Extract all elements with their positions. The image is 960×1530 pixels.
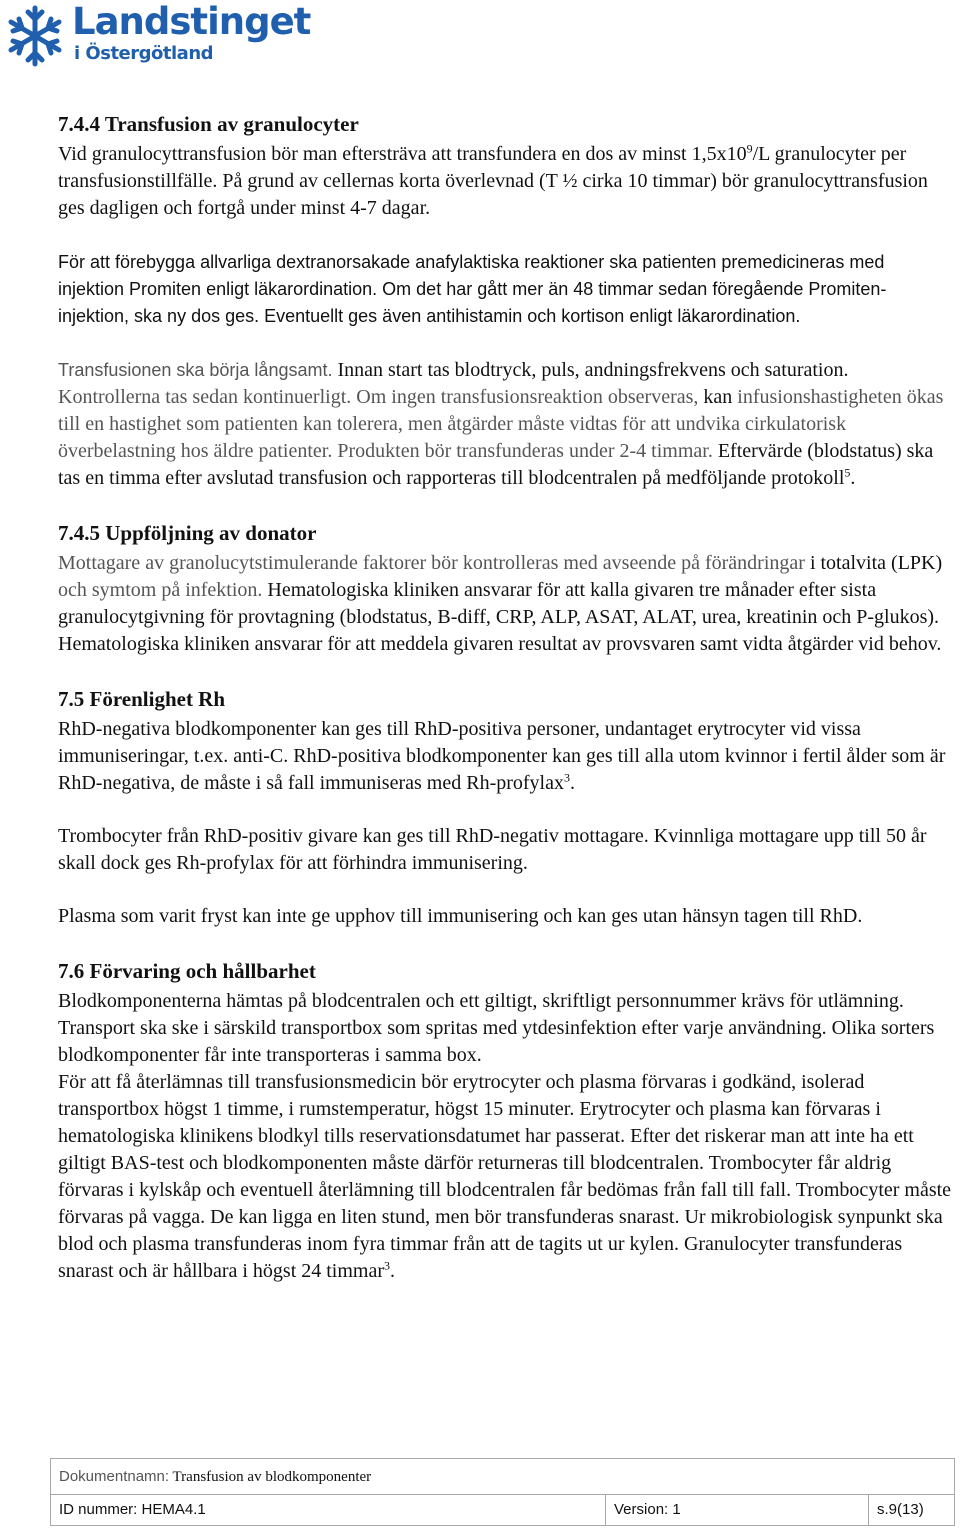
heading-7-5: 7.5 Förenlighet Rh [58,687,226,711]
paragraph-rh-compatibility: RhD-negativa blodkomponenter kan ges till RhD-positiva personer, undantaget erytrocyter vid vissa immuniseringar, t.ex. anti-C. RhD-positiva blodkomponenter kan ges till alla utom kvinnor i fertil ålder som är RhD-negativa, de måste i så fall immuniseras med Rh-profylax$^3$. [58,718,946,794]
footer-page-number: s.9(13) [877,1501,924,1518]
paragraph-donor-followup: Mottagare av granolucytstimulerande faktorer bör kontrolleras med avseende på förändringar i totalvita (LPK) och symtom på infektion. Hematologiska kliniken ansvarar för att kalla givaren tre månader efter sista granulocytgivning för provtagning (blodstatus, B-diff, CRP, ALP, ASAT, ALAT, urea, kreatinin och P-glukos). Hematologiska kliniken ansvarar för att meddela givaren resultat av provsvaren samt vidta åtgärder vid behov. [58,552,943,655]
footer-document-name: Dokumentnamn: Transfusion av blodkomponenter [50,1458,955,1494]
heading-7-4-4: 7.4.4 Transfusion av granulocyter [58,112,359,136]
landstinget-logo [2,0,311,74]
snowflake-emblem-icon [2,2,68,70]
paragraph-storage-return: För att få återlämnas till transfusionsmedicin bör erytrocyter och plasma förvaras i godkänd, isolerad transportbox högst 1 timme, i rumstemperatur, högst 15 minuter. Erytrocyter och plasma kan förvaras i hematologiska klinikens blodkyl tills reservationsdatumet har passerat. Efter det riskerar man att inte ha ett giltigt BAS-test och blodkomponenten måste därför returneras till blodcentralen. Trombocyter får aldrig förvaras i kylskåp och eventuell återlämning till blodcentralen får bedömas från fall till fall. Trombocyter måste förvaras på vagga. De kan ligga en liten stund, men bör transfunderas snarast. Ur mikrobiologisk synpunkt ska blod och plasma transfunderas inom fyra timmar från att de tagits ut ur kylen. Granulocyter transfunderas snarast och är hållbara i högst 24 timmar$^3$. [58,1071,952,1282]
logo-subtitle: i Östergötland [74,43,214,64]
document-footer [50,1458,957,1526]
footer-version: Version: 1 [606,1495,869,1525]
footer-meta-row [50,1494,955,1526]
heading-7-6: 7.6 Förvaring och hållbarhet [58,959,316,983]
footer-id-number: ID nummer: HEMA4.1 [51,1495,606,1525]
paragraph-transfusion-procedure: Transfusionen ska börja långsamt. Innan start tas blodtryck, puls, andningsfrekvens och saturation. Kontrollerna tas sedan kontinuerligt. Om ingen transfusionsreaktion observeras, kan infusionshastigheten ökas till en hastighet som patienten kan tolerera, men åtgärder måste vidtas för att undvika cirkulatorisk överbelastning hos äldre patienter. Produkten bör transfunderas under 2-4 timmar. Eftervärde (blodstatus) ska tas en timma efter avslutad transfusion och rapporteras till blodcentralen på medföljande protokoll$^5$. [58,359,944,489]
paragraph-granulocyte-dose: Vid granulocyttransfusion bör man eftersträva att transfundera en dos av minst $1,5x10^9/L$ granulocyter per transfusionstillfälle. På grund av cellernas korta överlevnad (T ½ cirka 10 timmar) bör granulocyttransfusion ges dagligen och fortgå under minst 4-7 dagar. [58,141,928,219]
paragraph-premedication: För att förebygga allvarliga dextranorsakade anafylaktiska reaktioner ska patienten premedicineras med injektion Promiten enligt läkarordination. Om det har gått mer än 48 timmar sedan föregående Promiten-injektion, ska ny dos ges. Eventuellt ges även antihistamin och kortison enligt läkarordination. [58,252,887,326]
paragraph-thrombocytes-rh: Trombocyter från RhD-positiv givare kan ges till RhD-negativ mottagare. Kvinnliga mottagare upp till 50 år skall dock ges Rh-profylax för att förhindra immunisering. [58,825,927,874]
document-body [58,110,954,1285]
paragraph-storage-transport: Blodkomponenterna hämtas på blodcentralen och ett giltigt, skriftligt personnummer krävs för utlämning. Transport ska ske i särskild transportbox som spritas med ytdesinfektion efter varje användning. Olika sorters blodkomponenter får inte transporteras i samma box. [58,990,935,1066]
paragraph-plasma-rh: Plasma som varit fryst kan inte ge upphov till immunisering och kan ges utan hänsyn tagen till RhD. [58,905,863,927]
heading-7-4-5: 7.4.5 Uppföljning av donator [58,521,317,545]
logo-name: Landstinget [72,0,311,43]
